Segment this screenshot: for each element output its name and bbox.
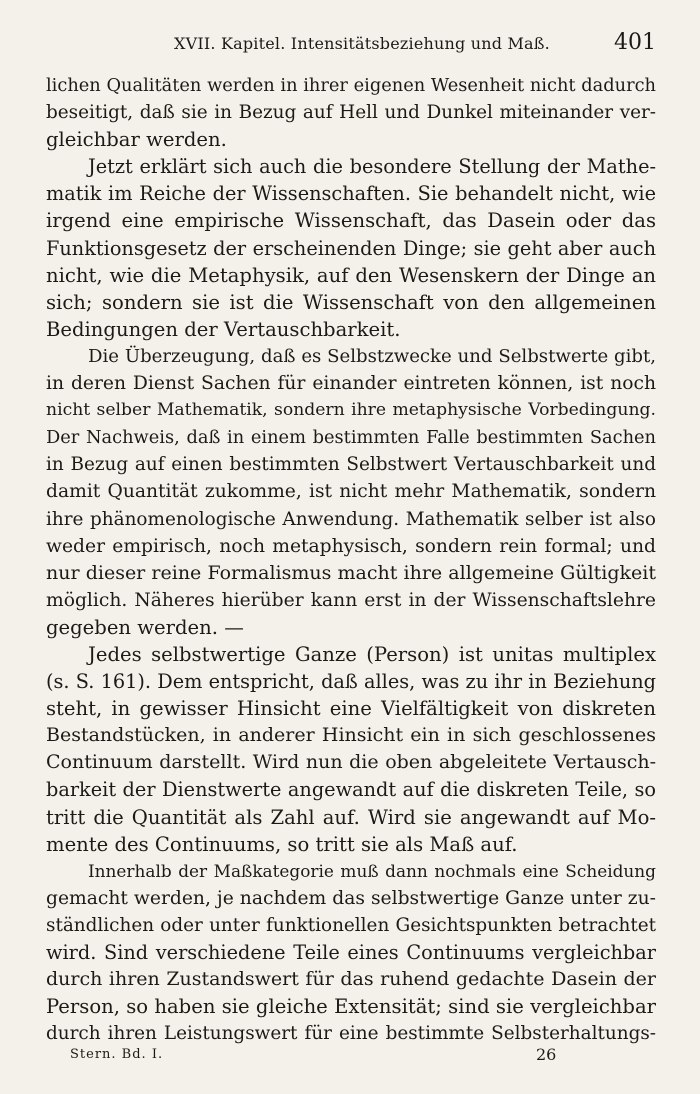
text-line: in deren Dienst Sachen für einander eintreten können, ist noch (46, 373, 656, 395)
text-line: Continuum darstellt. Wird nun die oben abgeleitete Vertausch- (46, 751, 656, 774)
text-line: nicht, wie die Metaphysik, auf den Wesenskern der Dinge an (46, 263, 656, 287)
text-line: Jedes selbstwertige Ganze (Person) ist unitas multiplex (88, 642, 656, 666)
text-line: gleichbar werden. (46, 128, 227, 152)
text-line: wird. Sind verschiedene Teile eines Continuums vergleichbar (46, 941, 656, 964)
page-header (46, 30, 656, 60)
page-number: 401 (614, 30, 656, 55)
text-line: damit Quantität zukomme, ist nicht mehr Mathematik, sondern (46, 481, 656, 503)
sheet-number: 26 (536, 1045, 557, 1064)
text-line: lichen Qualitäten werden in ihrer eigenen Wesenheit nicht dadurch (46, 75, 656, 96)
text-line: in Bezug auf einen bestimmten Selbstwert Vertauschbarkeit und (46, 454, 656, 476)
text-line: gemacht werden, je nachdem das selbstwertige Ganze unter zu- (46, 887, 656, 909)
text-line: möglich. Näheres hierüber kann erst in der Wissenschaftslehre (46, 589, 656, 611)
text-line: mente des Continuums, so tritt sie als Maß auf. (46, 832, 518, 856)
text-line: Bestandstücken, in anderer Hinsicht ein in sich geschlossenes (46, 724, 656, 747)
text-line: ihre phänomenologische Anwendung. Mathematik selber ist also (46, 508, 656, 530)
text-line: durch ihren Zustandswert für das ruhend gedachte Dasein der (46, 968, 656, 991)
text-line: nur dieser reine Formalismus macht ihre allgemeine Gültigkeit (46, 561, 656, 584)
text-line: steht, in gewisser Hinsicht eine Vielfältigkeit von diskreten (46, 697, 656, 721)
body-text (46, 72, 656, 1047)
text-line: gegeben werden. — (46, 615, 244, 639)
text-line: irgend eine empirische Wissenschaft, das Dasein oder das (46, 209, 656, 233)
text-line: beseitigt, daß sie in Bezug auf Hell und Dunkel miteinander ver- (46, 102, 656, 124)
text-line: barkeit der Dienstwerte angewandt auf die diskreten Teile, so (46, 778, 656, 802)
text-line: Der Nachweis, daß in einem bestimmten Falle bestimmten Sachen (46, 427, 656, 449)
text-line: sich; sondern sie ist die Wissenschaft von den allgemeinen (46, 290, 656, 314)
running-head: XVII. Kapitel. Intensitätsbeziehung und Maß. (174, 34, 550, 53)
text-line: Person, so haben sie gleiche Extensität; sind sie vergleichbar (46, 995, 656, 1019)
page-footer (70, 1047, 610, 1069)
text-line: Die Überzeugung, daß es Selbstzwecke und Selbstwerte gibt, (88, 345, 656, 367)
text-line: weder empirisch, noch metaphysisch, sondern rein formal; und (46, 535, 656, 557)
printer-signature: Stern. Bd. I. (70, 1047, 164, 1062)
text-line: ständlichen oder unter funktionellen Gesichtspunkten betrachtet (46, 914, 656, 936)
text-line: Jetzt erklärt sich auch die besondere Stellung der Mathe- (88, 155, 656, 179)
text-line: Innerhalb der Maßkategorie muß dann nochmals eine Scheidung (88, 860, 656, 881)
text-line: (s. S. 161). Dem entspricht, daß alles, was zu ihr in Beziehung (46, 670, 656, 694)
text-line: matik im Reiche der Wissenschaften. Sie behandelt nicht, wie (46, 182, 656, 206)
text-line: Funktionsgesetz der erscheinenden Dinge; sie geht aber auch (46, 236, 656, 260)
text-line: tritt die Quantität als Zahl auf. Wird sie angewandt auf Mo- (46, 805, 656, 829)
text-line: Bedingungen der Vertauschbarkeit. (46, 317, 401, 341)
text-line: nicht selber Mathematik, sondern ihre metaphysische Vorbedingung. (46, 400, 656, 421)
text-line: durch ihren Leistungswert für eine bestimmte Selbsterhaltungs- (46, 1023, 656, 1045)
